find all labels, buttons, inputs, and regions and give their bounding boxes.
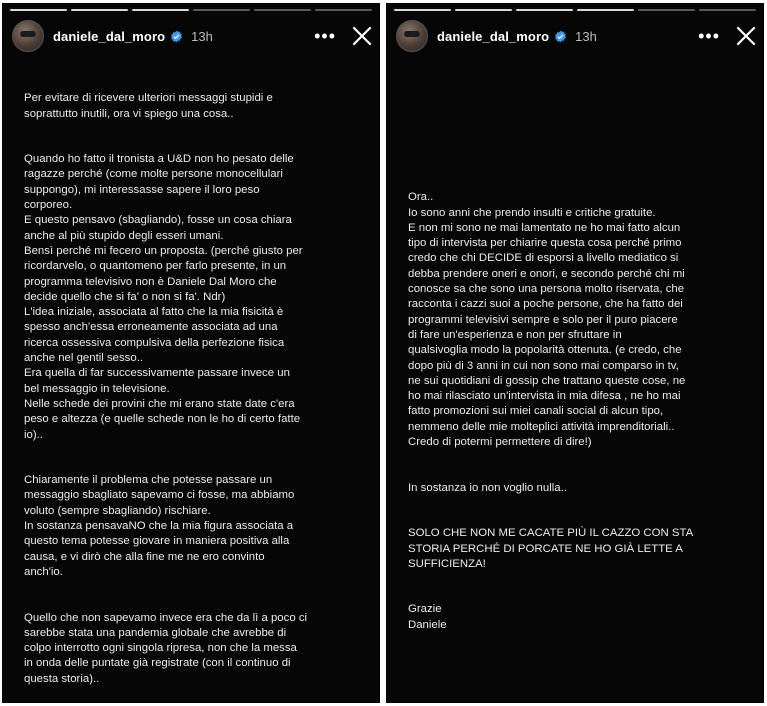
story-header: [396, 19, 756, 53]
progress-segment: [577, 9, 634, 11]
progress-segment: [455, 9, 512, 11]
story-progress-bar: [394, 9, 756, 11]
avatar[interactable]: [12, 20, 44, 52]
username[interactable]: daniele_dal_moro: [53, 28, 166, 44]
story-paragraph: Quello che non sapevamo invece era che da lì a poco ci sarebbe stata una pandemia globale che avrebbe di colpo interrotto ogni singola ripresa, non che la messa in onda delle puntate già registrate (con il continuo di questa storia)..: [24, 611, 308, 685]
story-header: [12, 19, 372, 53]
progress-segment: [638, 9, 695, 11]
progress-segment: [394, 9, 451, 11]
story-paragraph: In sostanza io non voglio nulla..: [408, 481, 567, 494]
more-options-icon[interactable]: •••: [698, 26, 720, 46]
story-paragraph: Chiaramente il problema che potesse passare un messaggio sbagliato sapevamo ci fosse, ma abbiamo voluto (sempre sbagliando) rischiare. In sostanza pensavaNO che la mia figura associata a questo tema potesse giovare in maniera positiva alla causa, e vi dirò che alla fine me ne ero convinto anch'io.: [24, 474, 295, 578]
story-time: 13h: [191, 28, 213, 44]
story-time: 13h: [575, 28, 597, 44]
story-paragraph: Grazie Daniele: [408, 603, 447, 631]
progress-segment: [516, 9, 573, 11]
progress-segment: [132, 9, 189, 11]
story-paragraph: Quando ho fatto il tronista a U&D non ho pesato delle ragazze perché (come molte persone monocellulari suppongo), mi interessasse sapere il loro peso corporeo. E questo pensavo (sbagliando), fosse un cosa chiara anche al più stupido degli esseri umani. Bensì perché mi fecero un proposta. (perché giusto per ricordarvelo, o quantomeno per farlo presente, in un programma televisivo non è Daniele Dal Moro che decide quello che si fa' o non si fa'. Ndr) L'idea iniziale, associata al fatto che la mia fisicità è spesso anch'essa erroneamente associata ad una ricerca ossessiva compulsiva della perfezione fisica anche nel gentil sesso.. Era quella di far successivamente passare invece un bel messaggio in televisione. Nelle schede dei provini che mi erano state date c'era peso e altezza (e quelle schede non le ho di certo fatte io)..: [24, 153, 303, 441]
story-progress-bar: [10, 9, 372, 11]
story-text: [408, 175, 750, 648]
story-panel-right[interactable]: [386, 3, 764, 703]
progress-segment: [71, 9, 128, 11]
story-paragraph: Per evitare di ricevere ulteriori messaggi stupidi e soprattutto inutili, ora vi spiego una cosa..: [24, 92, 273, 120]
username[interactable]: daniele_dal_moro: [437, 28, 550, 44]
progress-segment: [699, 9, 756, 11]
close-icon[interactable]: [352, 26, 372, 46]
close-icon[interactable]: [736, 26, 756, 46]
story-paragraph: Ora.. Io sono anni che prendo insulti e critiche gratuite. E non mi sono ne mai lamentato ne ho mai fatto alcun tipo di intervista per chiarire questa cosa perché primo credo che chi DECIDE di esporsi a livello mediatico si debba prendere oneri e onori, e secondo perché chi mi conosce sa che sono una persona molto riservata, che racconta i cazzi suoi a poche persone, che ha fatto dei programmi televisivi sempre e solo per il puro piacere di fare un'esperienza e non per sfruttare in qualsivoglia modo la popolarità ottenuta. (e credo, che dopo più di 3 anni in cui non sono mai comparso in tv, ne sui quotidiani di gossip che trattano queste cose, ne ho mai rilasciato un'intervista in mia difesa , ne ho mai fatto promozioni sui miei canali social di alcun tipo, nemmeno delle mie molteplici attività imprenditoriali.. Credo di potermi permettere di dire!): [408, 191, 686, 449]
verified-badge-icon: [554, 30, 567, 43]
story-paragraph: SOLO CHE NON ME CACATE PIÙ IL CAZZO CON STA STORIA PERCHÉ DI PORCATE NE HO GIÀ LETTE A SUFFICIENZA!: [408, 527, 694, 570]
progress-segment: [193, 9, 250, 11]
progress-segment: [10, 9, 67, 11]
story-panel-left[interactable]: [2, 3, 380, 703]
progress-segment: [254, 9, 311, 11]
story-text: [24, 76, 366, 702]
progress-segment: [315, 9, 372, 11]
avatar[interactable]: [396, 20, 428, 52]
verified-badge-icon: [170, 30, 183, 43]
more-options-icon[interactable]: •••: [314, 26, 336, 46]
